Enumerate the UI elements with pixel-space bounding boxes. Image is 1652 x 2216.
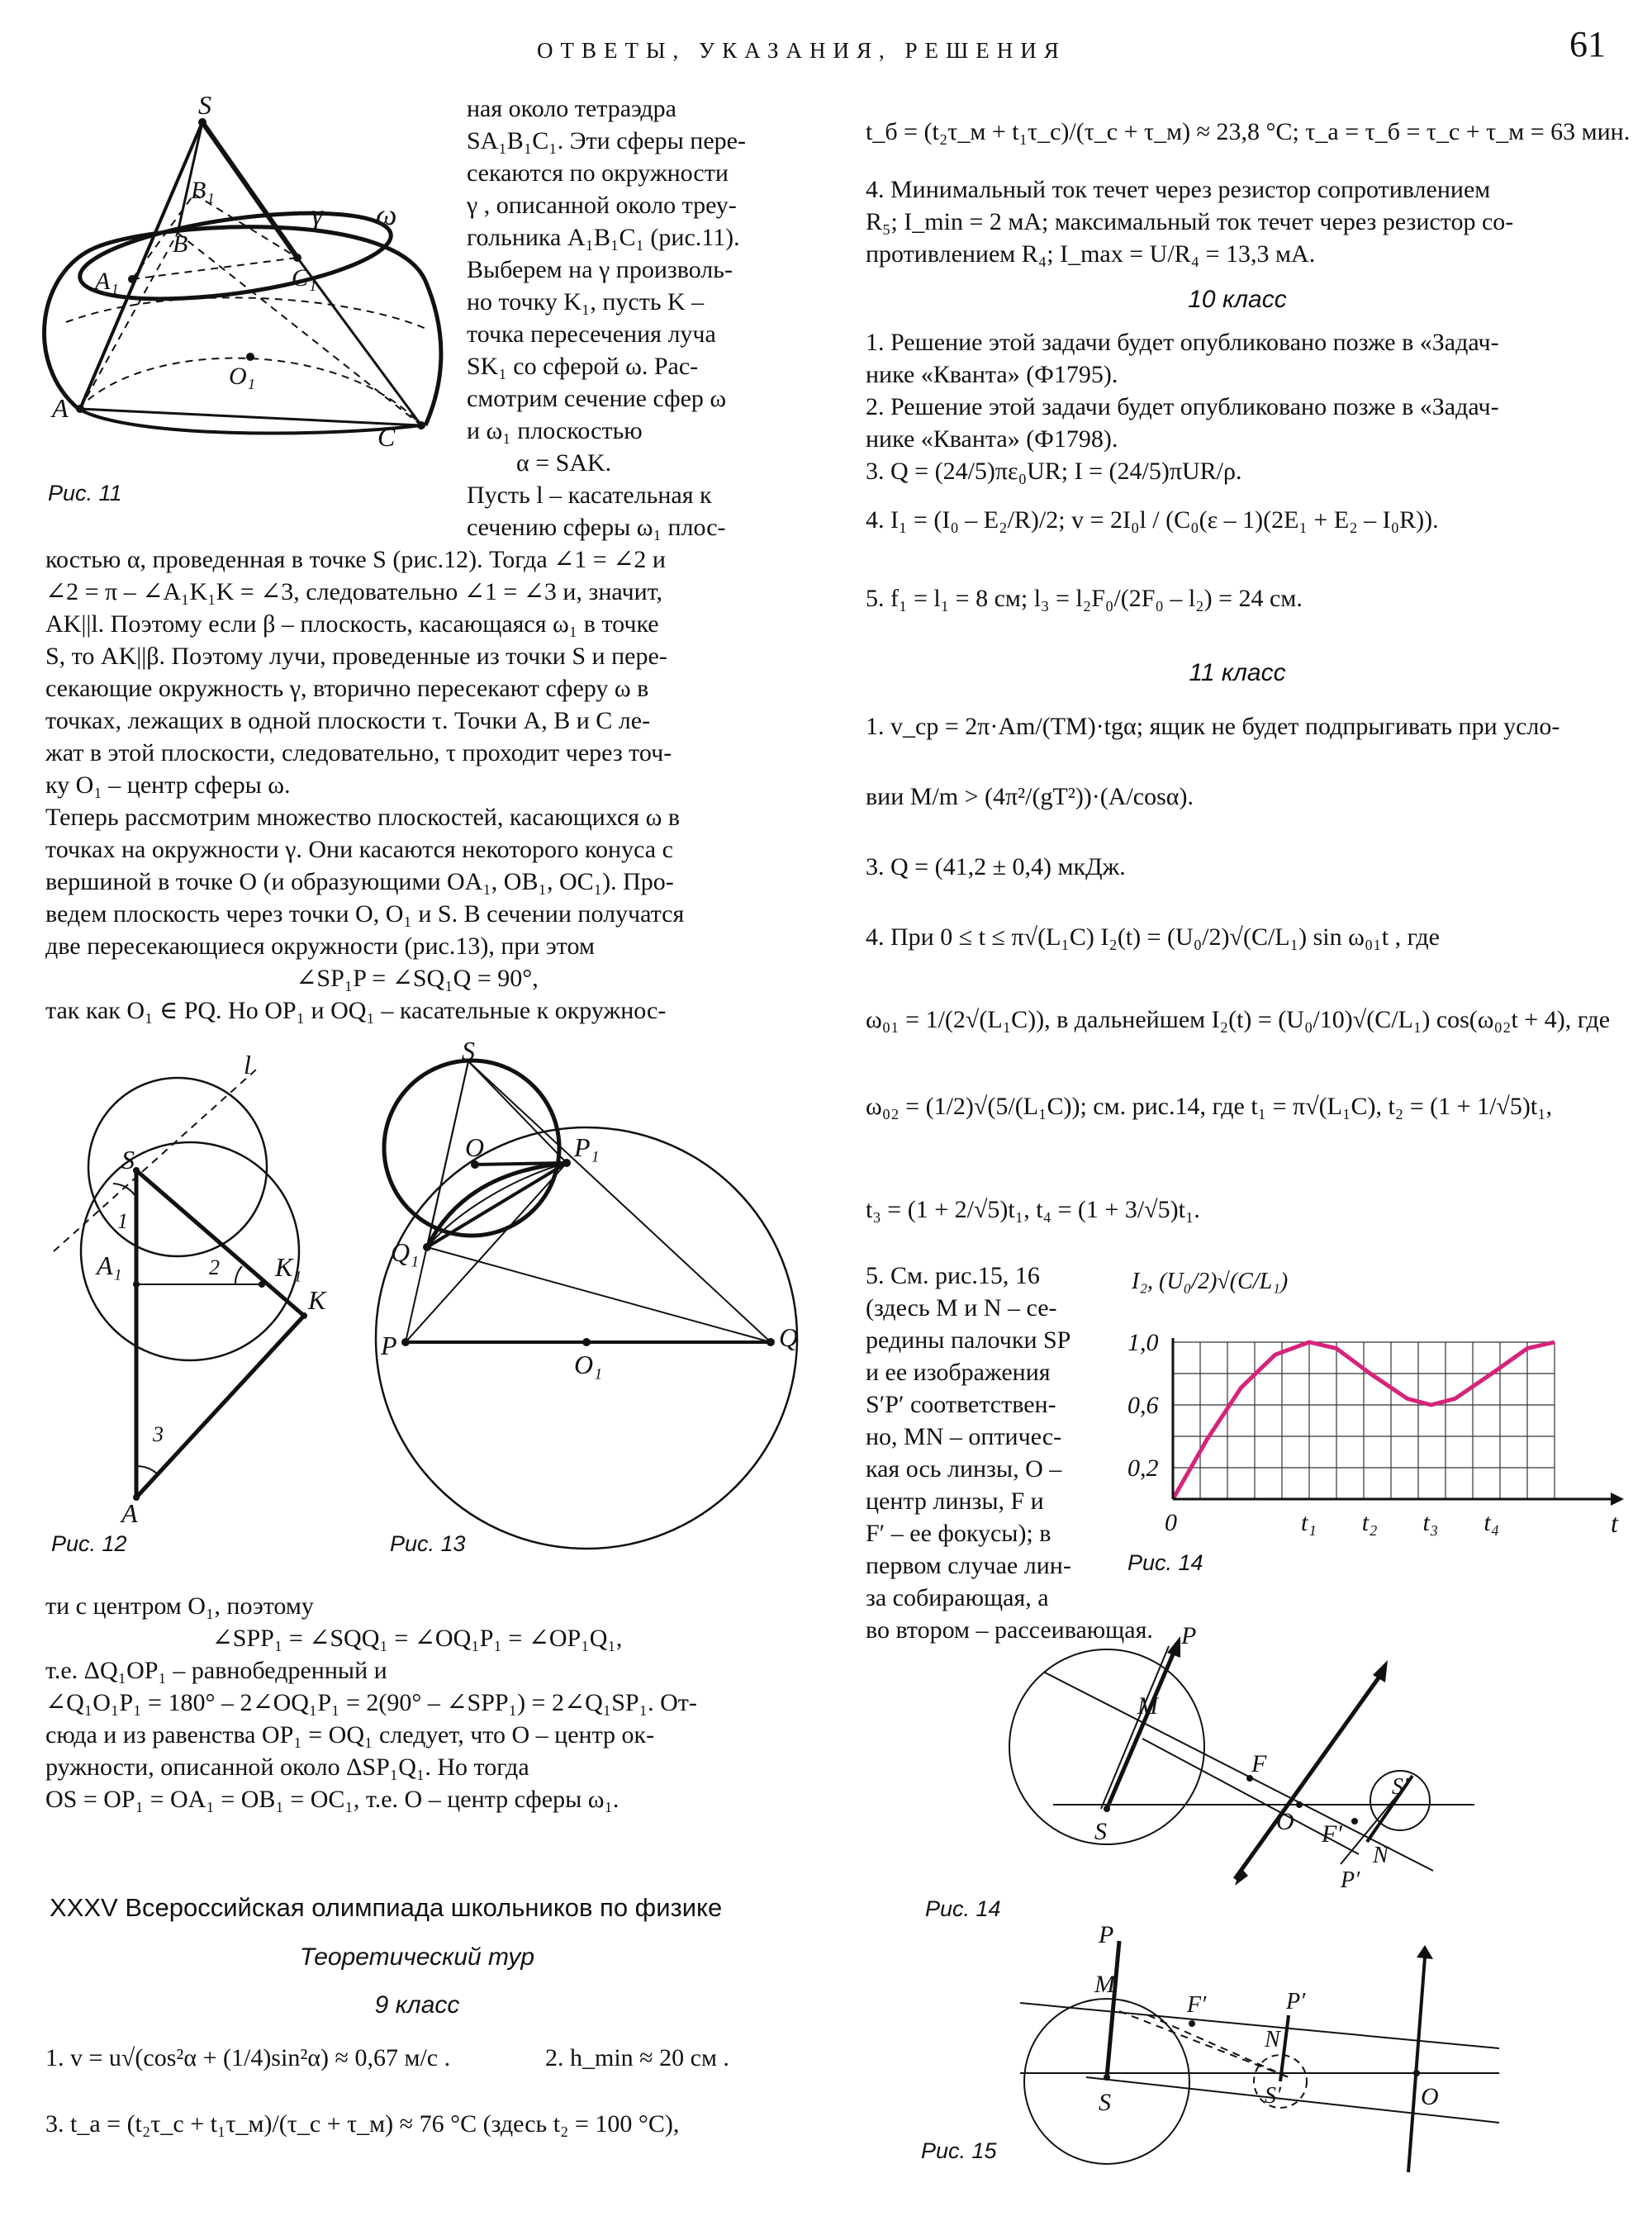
fig15-label: F′	[1187, 1992, 1207, 2018]
side-text	[467, 93, 797, 543]
fig15-label: N	[1265, 2027, 1280, 2052]
text-line: секаются по окружности	[467, 159, 729, 187]
chart-ytick-label: 1,0	[1127, 1329, 1159, 1356]
fig11-label: γ	[311, 198, 324, 231]
g11-answer-4a: 4. При 0 ≤ t ≤ π√(L₁C) I₂(t) = (U₀/2)√(C/L₁) sin ω₀₁t , где	[866, 923, 1440, 951]
text-line: точках, лежащих в одной плоскости τ. Точки A, B и C ле-	[45, 707, 651, 734]
chart-xtick-label: t₂	[1361, 1509, 1378, 1536]
figure-15	[1004, 1921, 1631, 2214]
text-line: точка пересечения луча	[467, 320, 716, 348]
text-line: вершиной в точке O (и образующими OA₁, OB₁, OC₁). Про-	[45, 868, 674, 895]
text-line: Пусть l – касательная к	[467, 482, 712, 509]
g9-answer-3: 3. t_a = (t₂τ_c + t₁τ_м)/(τ_c + τ_м) ≈ 76 °C (здесь t₂ = 100 °C),	[45, 2110, 680, 2138]
fig13-label: P₁	[574, 1132, 600, 1162]
text-line: сюда и из равенства OP₁ = OQ₁ следует, что O – центр ок-	[45, 1721, 655, 1749]
text-line: нике «Кванта» (Ф1798).	[866, 425, 1118, 453]
fig12-caption: Рис. 12	[51, 1531, 127, 1556]
fig15-label: P′	[1286, 1989, 1306, 2014]
fig12-label: 1	[117, 1209, 128, 1233]
text-line: F′ – ее фокусы); в	[866, 1520, 1051, 1547]
text-line: две пересекающиеся окружности (рис.13), при этом	[45, 932, 595, 960]
text-line: 2. Решение этой задачи будет опубликовано позже в «Задач-	[866, 393, 1499, 420]
text-line: костью α, проведенная в точке S (рис.12). Тогда ∠1 = ∠2 и	[45, 546, 666, 573]
fig12-label: A	[121, 1498, 138, 1528]
text-line: ти с центром O₁, поэтому	[45, 1592, 314, 1620]
fig12-label: K₁	[275, 1252, 302, 1282]
text-line: ∠Q₁O₁P₁ = 180° – 2∠OQ₁P₁ = 2(90° – ∠SPP₁) = 2∠Q₁SP₁. От-	[45, 1689, 697, 1716]
fig14-label: S	[1094, 1818, 1107, 1845]
text-line: но, MN – оптичес-	[866, 1423, 1062, 1450]
text-line: гольника A₁B₁C₁ (рис.11).	[467, 224, 740, 251]
fig11-label: B₁	[191, 177, 215, 204]
text-line: 5. См. рис.15, 16	[866, 1262, 1040, 1289]
fig12-label: K	[308, 1285, 326, 1315]
g11-answer-3: 3. Q = (41,2 ± 0,4) мкДж.	[866, 853, 1126, 880]
text-line: центр линзы, F и	[866, 1488, 1044, 1515]
text-line: первом случае лин-	[866, 1552, 1071, 1579]
answer-4-block	[866, 173, 1609, 270]
fig11-label: ω	[376, 198, 397, 231]
fig14-label: F	[1251, 1750, 1267, 1777]
grade-11-heading: 11 класс	[1189, 659, 1286, 686]
fig12-label: 3	[153, 1422, 164, 1446]
fig11-label: B	[173, 230, 188, 258]
olympiad-title: XXXV Всероссийская олимпиада школьников по физике	[50, 1893, 723, 1922]
text-line: противлением R₄; I_max = U/R₄ = 13,3 мА.	[866, 240, 1316, 268]
text-line: смотрим сечение сфер ω	[467, 385, 727, 412]
fig15-label: P	[1099, 1921, 1114, 1948]
g9-answer-1: 1. v = u√(cos²α + (1/4)sin²α) ≈ 0,67 м/с .	[45, 2044, 451, 2071]
fig11-label: C₁	[292, 264, 317, 292]
g11-answer-4d: t₃ = (1 + 2/√5)t₁, t₄ = (1 + 3/√5)t₁.	[866, 1196, 1200, 1223]
text-line: ведем плоскость через точки O, O₁ и S. В сечении получатся	[45, 900, 685, 928]
figure-14	[1004, 1623, 1631, 1920]
text-line: во втором – рассеивающая.	[866, 1616, 1153, 1644]
fig13-caption: Рис. 13	[390, 1531, 466, 1556]
chart-xtick-label: t₁	[1301, 1509, 1317, 1536]
fig14-label: P′	[1341, 1867, 1360, 1893]
grade-10-block	[866, 326, 1609, 487]
fig14-label: O	[1276, 1808, 1294, 1835]
fig13-label: O	[465, 1132, 485, 1162]
g11-answer-1b: вии M/m > (4π²/(gT²))·(A/cosα).	[866, 783, 1194, 810]
chart-ytick-label: 0,2	[1127, 1454, 1159, 1482]
fig13-label: P	[381, 1331, 397, 1360]
text-line: Выберем на γ произволь-	[467, 256, 733, 283]
text-line: так как O₁ ∈ PQ. Но OP₁ и OQ₁ – касательные к окружнос-	[45, 997, 667, 1024]
fig11-label: C	[377, 422, 396, 452]
chart-caption: Рис. 14	[1127, 1550, 1203, 1575]
grade-9-heading: 9 класс	[374, 1991, 460, 2019]
text-line: 3. Q = (24/5)πε₀UR; I = (24/5)πUR/ρ.	[866, 458, 1242, 485]
text-line: 4. Минимальный ток течет через резистор сопротивлением	[866, 176, 1491, 203]
fig15-label: O	[1421, 2083, 1439, 2110]
text-line: S, то AK||β. Поэтому лучи, проведенные из точки S и пере-	[45, 643, 667, 670]
fig12-label: 2	[209, 1255, 220, 1279]
fig13-label: S	[462, 1036, 475, 1065]
text-line: ружности, описанной около ΔSP₁Q₁. Но тогда	[45, 1753, 529, 1781]
fig12-label: l	[244, 1050, 251, 1080]
text-line: редины палочки SP	[866, 1326, 1071, 1354]
g11-answer-1: 1. v_ср = 2π·Am/(TM)·tgα; ящик не будет подпрыгивать при усло-	[866, 713, 1560, 740]
equation-t6: t_б = (t₂τ_м + t₁τ_c)/(τ_c + τ_м) ≈ 23,8 °C; τ_a = τ_б = τ_c + τ_м = 63 мин.	[866, 118, 1631, 145]
fig11-label: A	[52, 393, 69, 423]
running-head: ОТВЕТЫ, УКАЗАНИЯ, РЕШЕНИЯ	[537, 38, 1066, 63]
fig11-caption: Рис. 11	[48, 481, 122, 505]
fig11-label: A₁	[95, 268, 119, 295]
text-line: OS = OP₁ = OA₁ = OB₁ = OC₁, т.е. O – центр сферы ω₁.	[45, 1786, 620, 1813]
figure-12	[45, 1050, 376, 1528]
page-number: 61	[1569, 24, 1606, 64]
fig14-label: N	[1373, 1843, 1389, 1868]
text-line: и ω₁ плоскостью	[467, 417, 643, 444]
fig14-label: P	[1181, 1622, 1197, 1649]
fig13-label: Q	[779, 1322, 799, 1352]
text-line: но точку K₁, пусть K –	[467, 288, 705, 316]
text-line: за собирающая, а	[866, 1584, 1049, 1611]
body-text-2	[45, 1590, 789, 1815]
fig15-label: S	[1099, 2089, 1111, 2116]
text-line: α = SAK.	[516, 449, 612, 477]
text-line: и ее изображения	[866, 1359, 1051, 1386]
g10-answer-4: 4. I₁ = (I₀ – E₂/R)/2; v = 2I₀l / (C₀(ε – 1)(2E₁ + E₂ – I₀R)).	[866, 506, 1439, 534]
fig11-label: S	[198, 90, 211, 120]
chart-ylabel: I₂, (U₀/2)√(C/L₁)	[1132, 1269, 1289, 1294]
fig12-label: S	[121, 1145, 135, 1174]
fig15-label: S′	[1265, 2083, 1282, 2109]
fig14-label: M	[1137, 1692, 1158, 1720]
text-line: S′P′ соответствен-	[866, 1391, 1056, 1418]
figure-13	[376, 1036, 814, 1516]
fig14-label: F′	[1322, 1820, 1342, 1848]
text-line: ку O₁ – центр сферы ω.	[45, 771, 291, 799]
fig14-label: S′	[1392, 1774, 1409, 1800]
chart-xtick-label: t₃	[1422, 1509, 1439, 1536]
fig15-label: M	[1094, 1971, 1115, 1998]
current-chart	[1123, 1255, 1619, 1569]
page-header	[0, 24, 1652, 76]
fig13-label: Q₁	[391, 1237, 420, 1267]
text-line: AK||l. Поэтому если β – плоскость, касающаяся ω₁ в точке	[45, 610, 659, 638]
text-line: сечению сферы ω₁ плос-	[467, 514, 726, 541]
text-line: 1. Решение этой задачи будет опубликовано позже в «Задач-	[866, 329, 1499, 356]
equation: ∠SP₁P = ∠SQ₁Q = 90°,	[296, 965, 539, 992]
text-line: т.е. ΔQ₁OP₁ – равнобедренный и	[45, 1657, 387, 1684]
text-line: секающие окружность γ, вторично пересекают сферу ω в	[45, 675, 649, 702]
text-line: SA₁B₁C₁. Эти сферы пере-	[467, 127, 746, 154]
text-line: γ , описанной около треу-	[467, 192, 737, 219]
fig14-caption: Рис. 14	[925, 1896, 1001, 1921]
text-line: (здесь M и N – се-	[866, 1294, 1057, 1322]
chart-xtick-label: 0	[1165, 1509, 1177, 1536]
text-line: Теперь рассмотрим множество плоскостей, касающихся ω в	[45, 804, 681, 831]
g11-answer-4b: ω₀₁ = 1/(2√(L₁C)), в дальнейшем I₂(t) = (U₀/10)√(C/L₁) cos(ω₀₂t + 4), где	[866, 1006, 1611, 1033]
text-line: жат в этой плоскости, следовательно, τ проходит через точ-	[45, 739, 672, 766]
fig13-label: O₁	[574, 1350, 603, 1379]
figure-11	[45, 91, 442, 479]
equation: ∠SPP₁ = ∠SQQ₁ = ∠OQ₁P₁ = ∠OP₁Q₁,	[211, 1625, 623, 1652]
text-line: R₅; I_min = 2 мА; максимальный ток течет через резистор со-	[866, 208, 1514, 235]
fig12-label: A₁	[97, 1250, 122, 1280]
chart-ytick-label: 0,6	[1127, 1392, 1159, 1419]
text-line: ∠2 = π – ∠A₁K₁K = ∠3, следовательно ∠1 = ∠3 и, значит,	[45, 578, 662, 605]
text-line: ная около тетраэдра	[467, 95, 676, 122]
text-line: SK₁ со сферой ω. Рас-	[467, 353, 699, 380]
chart-xlabel: t	[1611, 1508, 1618, 1538]
tour-title: Теоретический тур	[299, 1943, 535, 1971]
text-line: кая ось линзы, O –	[866, 1455, 1062, 1483]
body-text	[45, 543, 789, 1027]
chart-xtick-label: t₄	[1483, 1509, 1500, 1536]
grade-10-heading: 10 класс	[1188, 286, 1287, 313]
text-line: точках на окружности γ. Они касаются некоторого конуса с	[45, 836, 673, 863]
text-line: нике «Кванта» (Ф1795).	[866, 361, 1118, 388]
g9-answer-2: 2. h_min ≈ 20 см .	[545, 2044, 729, 2071]
g11-answer-4c: ω₀₂ = (1/2)√(5/(L₁C)); см. рис.14, где t₁ = π√(L₁C), t₂ = (1 + 1/√5)t₁,	[866, 1093, 1553, 1120]
g10-answer-5: 5. f₁ = l₁ = 8 см; l₃ = l₂F₀/(2F₀ – l₂) = 24 см.	[866, 585, 1303, 612]
fig15-caption: Рис. 15	[921, 2138, 997, 2163]
fig11-label: O₁	[229, 363, 256, 390]
